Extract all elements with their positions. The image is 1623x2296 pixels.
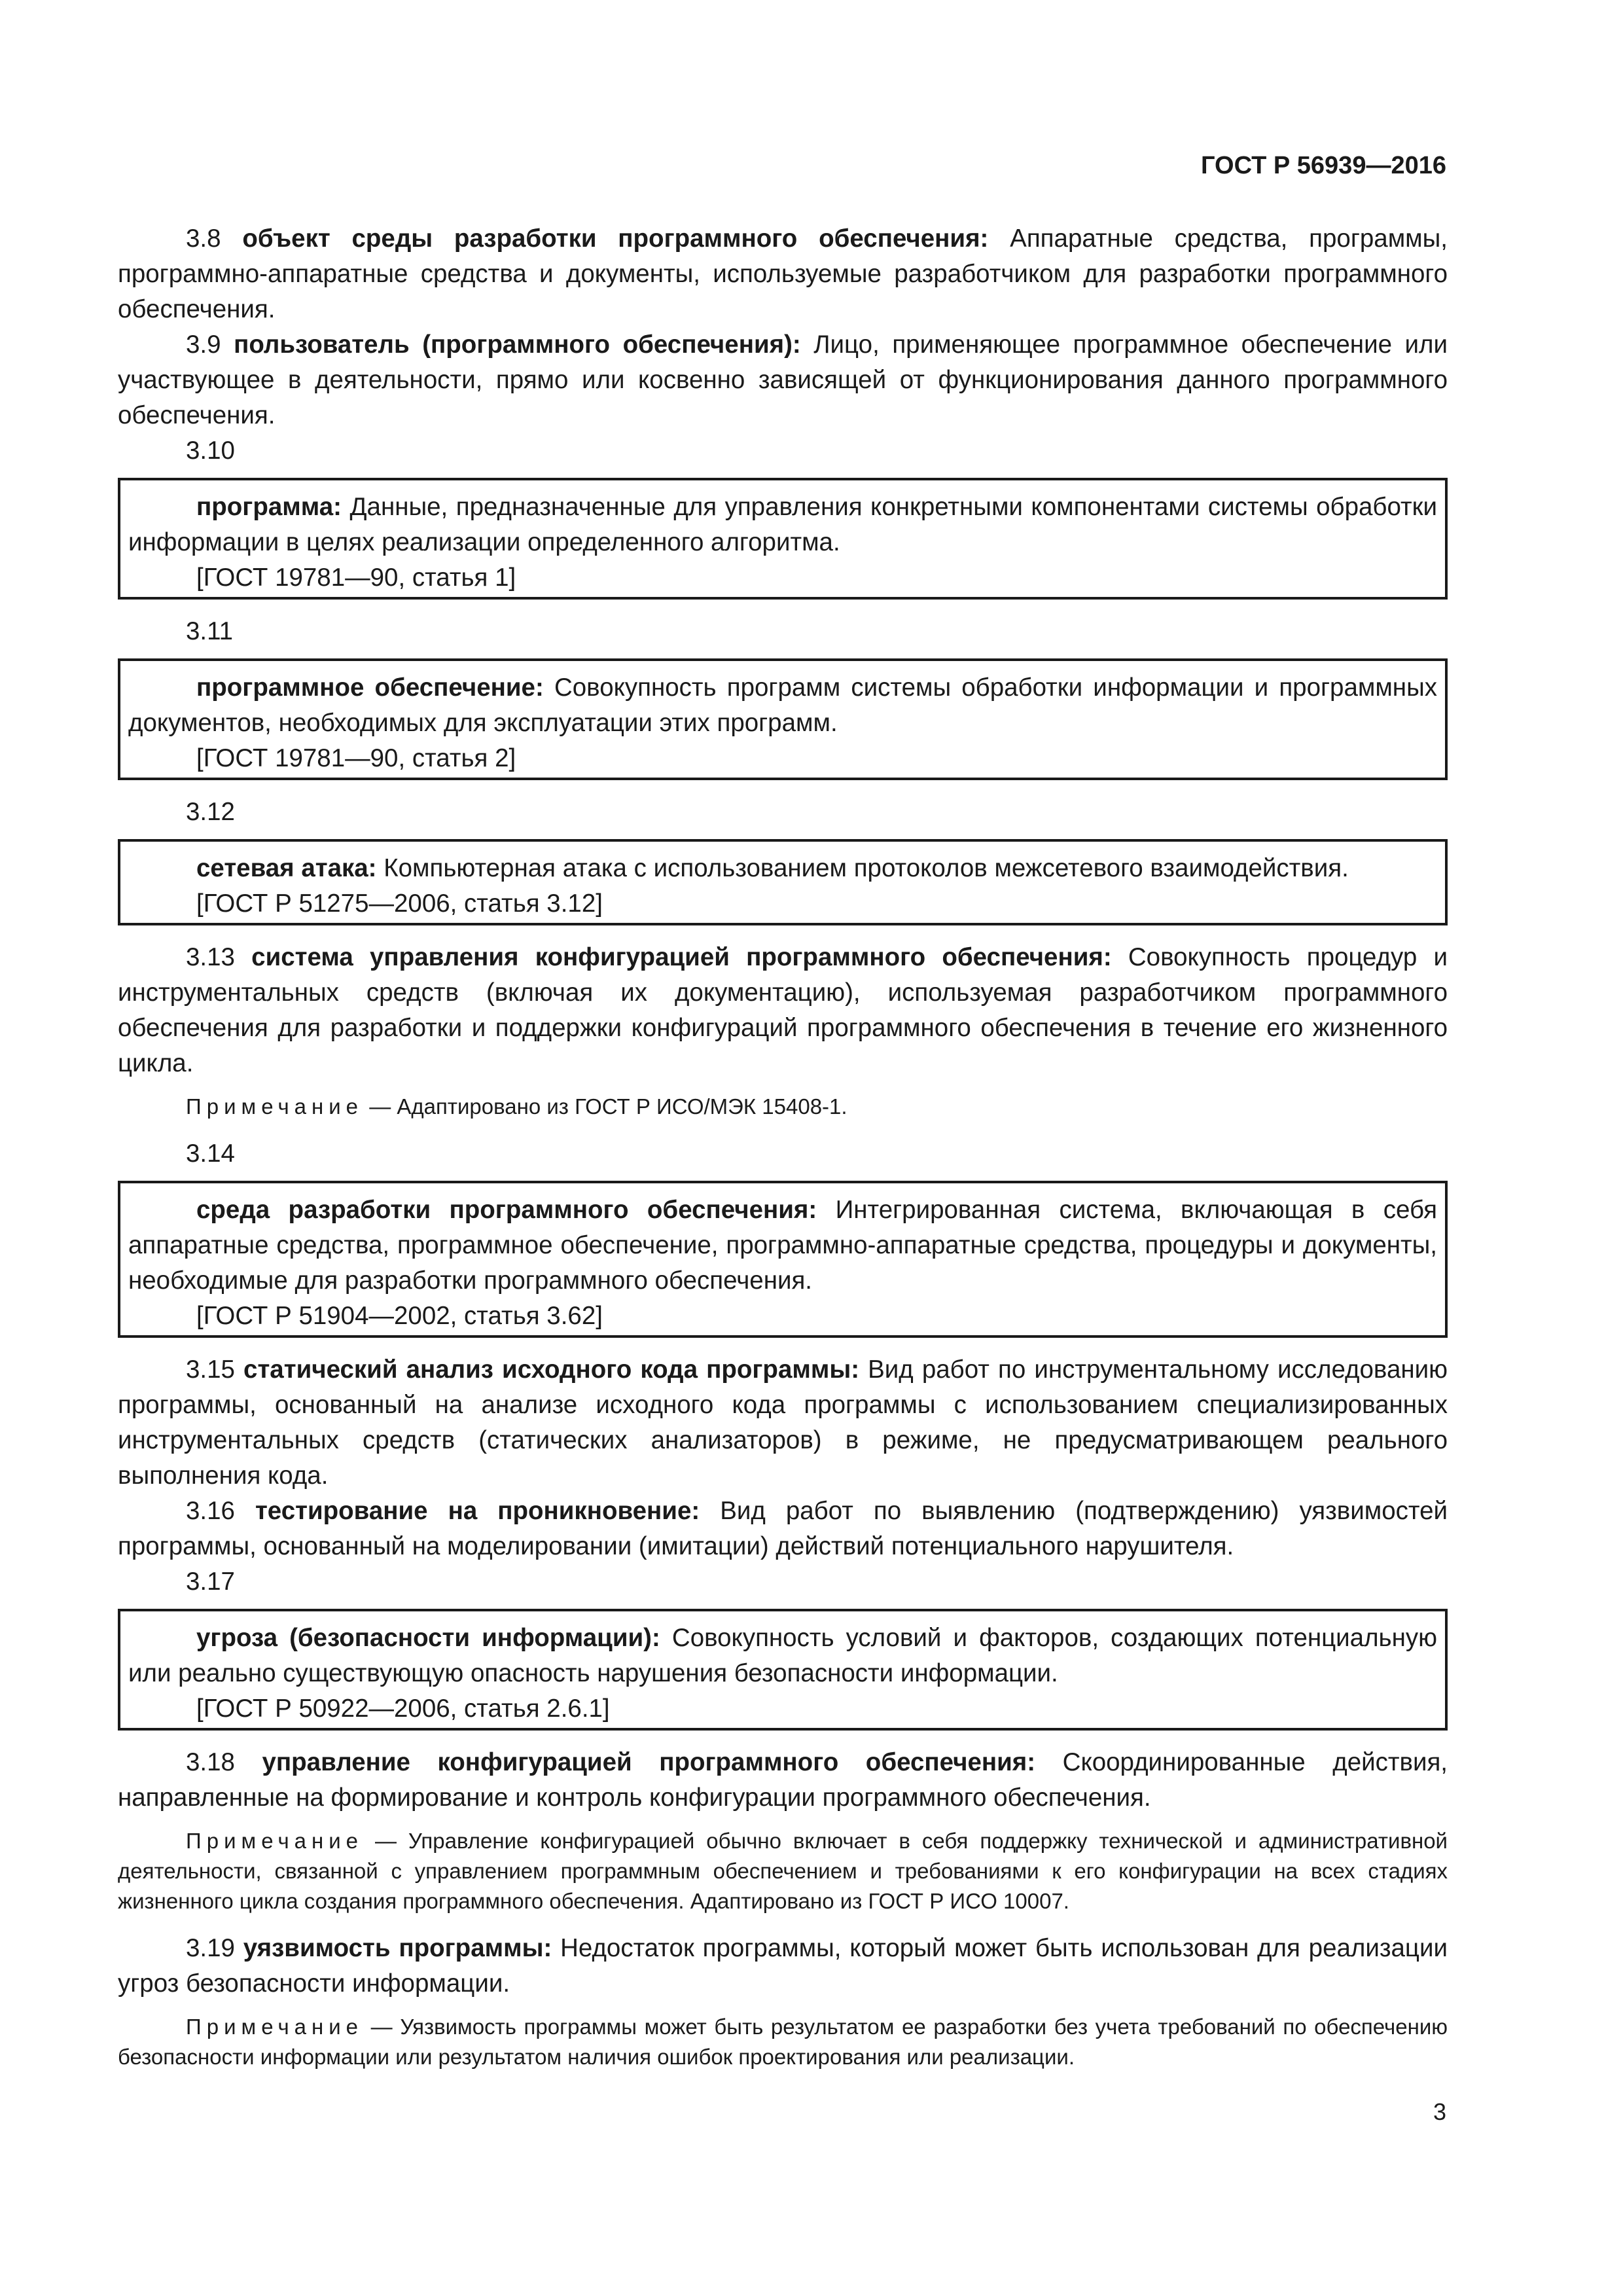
definition-text: Компьютерная атака с использованием протоколов межсетевого взаимодействия.: [383, 854, 1349, 882]
entry-number: 3.9: [186, 331, 221, 359]
entry-number: 3.16: [186, 1497, 235, 1525]
definition-3-15: [118, 1352, 1448, 1494]
note-3-13: [118, 1092, 1448, 1122]
term: уязвимость программы:: [243, 1934, 552, 1962]
definition-box-3-14: [118, 1181, 1448, 1338]
definition-text: Скоординированные действия, направленные на формирование и контроль конфигурации программного обеспечения.: [118, 1748, 1448, 1812]
term: пользователь (программного обеспечения):: [234, 331, 801, 359]
definition-box-3-12: [118, 839, 1448, 925]
definition-text: Лицо, применяющее программное обеспечение или участвующее в деятельности, прямо или косвенно зависящей от функционирования данного программного обеспечения.: [118, 331, 1448, 429]
document-body: [118, 221, 1448, 2087]
definition-3-11: [128, 670, 1437, 741]
term: угроза (безопасности информации):: [196, 1624, 660, 1652]
definition-3-8: [118, 221, 1448, 327]
term: программа:: [196, 493, 342, 521]
note-3-18: [118, 1826, 1448, 1916]
entry-number: 3.18: [186, 1748, 235, 1776]
definition-box-3-17: [118, 1609, 1448, 1731]
definition-text: Вид работ по выявлению (подтверждению) уязвимостей программы, основанный на моделировании (имитации) действий потенциального нарушителя.: [118, 1497, 1448, 1560]
source-reference: [ГОСТ 19781—90, статья 1]: [196, 564, 516, 592]
note-3-19: [118, 2012, 1448, 2072]
term: система управления конфигурацией программного обеспечения:: [251, 943, 1112, 971]
entry-number: 3.8: [186, 224, 221, 253]
source-reference: [ГОСТ Р 51275—2006, статья 3.12]: [196, 889, 603, 918]
term: объект среды разработки программного обеспечения:: [242, 224, 989, 253]
definition-text: Аппаратные средства, программы, программно-аппаратные средства и документы, используемые разработчиком для разработки программного обеспечения.: [118, 224, 1448, 323]
note-label: Примечание: [186, 2015, 364, 2039]
definition-box-3-10: [118, 478, 1448, 600]
term: среда разработки программного обеспечения:: [196, 1196, 817, 1224]
note-text: — Уязвимость программы может быть результатом ее разработки без учета требований по обеспечению безопасности информации или результатом наличия ошибок проектирования или реализации.: [118, 2015, 1448, 2069]
definition-3-16: [118, 1494, 1448, 1564]
definition-text: Недостаток программы, который может быть использован для реализации угроз безопасности информации.: [118, 1934, 1448, 1998]
note-label: Примечание: [186, 1829, 364, 1853]
note-label: Примечание: [186, 1094, 364, 1119]
definition-text: Совокупность процедур и инструментальных средств (включая их документацию), используемая разработчиком программного обеспечения для разработки и поддержки конфигураций программного обеспечения в течение его жизненного цикла.: [118, 943, 1448, 1077]
definition-box-3-11: [118, 658, 1448, 780]
definition-text: Вид работ по инструментальному исследованию программы, основанный на анализе исходного кода программы с использованием специализированных инструментальных средств (статических анализаторов) в режиме, не предусматривающем реального выполнения кода.: [118, 1355, 1448, 1490]
term: сетевая атака:: [196, 854, 377, 882]
definition-3-18: [118, 1745, 1448, 1816]
source-reference: [ГОСТ Р 51904—2002, статья 3.62]: [196, 1302, 603, 1330]
definition-3-19: [118, 1931, 1448, 2001]
definition-3-12: [128, 851, 1437, 886]
definition-3-9: [118, 327, 1448, 433]
term: статический анализ исходного кода программы:: [243, 1355, 860, 1384]
term: управление конфигурацией программного обеспечения:: [262, 1748, 1036, 1776]
definition-text: Совокупность программ системы обработки информации и программных документов, необходимых для эксплуатации этих программ.: [128, 673, 1437, 737]
note-text: — Адаптировано из ГОСТ Р ИСО/МЭК 15408-1.: [369, 1094, 847, 1119]
definition-text: Совокупность условий и факторов, создающих потенциальную или реально существующую опасность нарушения безопасности информации.: [128, 1624, 1437, 1687]
definition-3-17: [128, 1621, 1437, 1691]
definition-3-14: [128, 1193, 1437, 1299]
definition-3-13: [118, 940, 1448, 1081]
definition-text: Интегрированная система, включающая в себя аппаратные средства, программное обеспечение, программно-аппаратные средства, процедуры и документы, необходимые для разработки программного обеспечения.: [128, 1196, 1438, 1295]
entry-number-3-11: 3.11: [186, 617, 234, 645]
entry-number: 3.15: [186, 1355, 235, 1384]
entry-number: 3.13: [186, 943, 235, 971]
entry-number-3-10: 3.10: [186, 437, 235, 465]
page-number: 3: [1433, 2098, 1446, 2125]
document-code-header: ГОСТ Р 56939—2016: [1201, 152, 1446, 179]
source-reference: [ГОСТ 19781—90, статья 2]: [196, 744, 516, 772]
term: тестирование на проникновение:: [255, 1497, 700, 1525]
source-reference: [ГОСТ Р 50922—2006, статья 2.6.1]: [196, 1695, 610, 1723]
definition-3-10: [128, 490, 1437, 560]
term: программное обеспечение:: [196, 673, 544, 702]
entry-number: 3.19: [186, 1934, 235, 1962]
note-text: — Управление конфигурацией обычно включает в себя поддержку технической и административной деятельности, связанной с управлением программным обеспечением и требованиями к его конфигурации на всех стадиях жизненного цикла создания программного обеспечения. Адаптировано из ГОСТ Р ИСО 10007.: [118, 1829, 1448, 1913]
definition-text: Данные, предназначенные для управления конкретными компонентами системы обработки информации в целях реализации определенного алгоритма.: [128, 493, 1437, 556]
entry-number-3-12: 3.12: [186, 798, 235, 826]
entry-number-3-14: 3.14: [186, 1139, 235, 1168]
entry-number-3-17: 3.17: [186, 1568, 235, 1596]
